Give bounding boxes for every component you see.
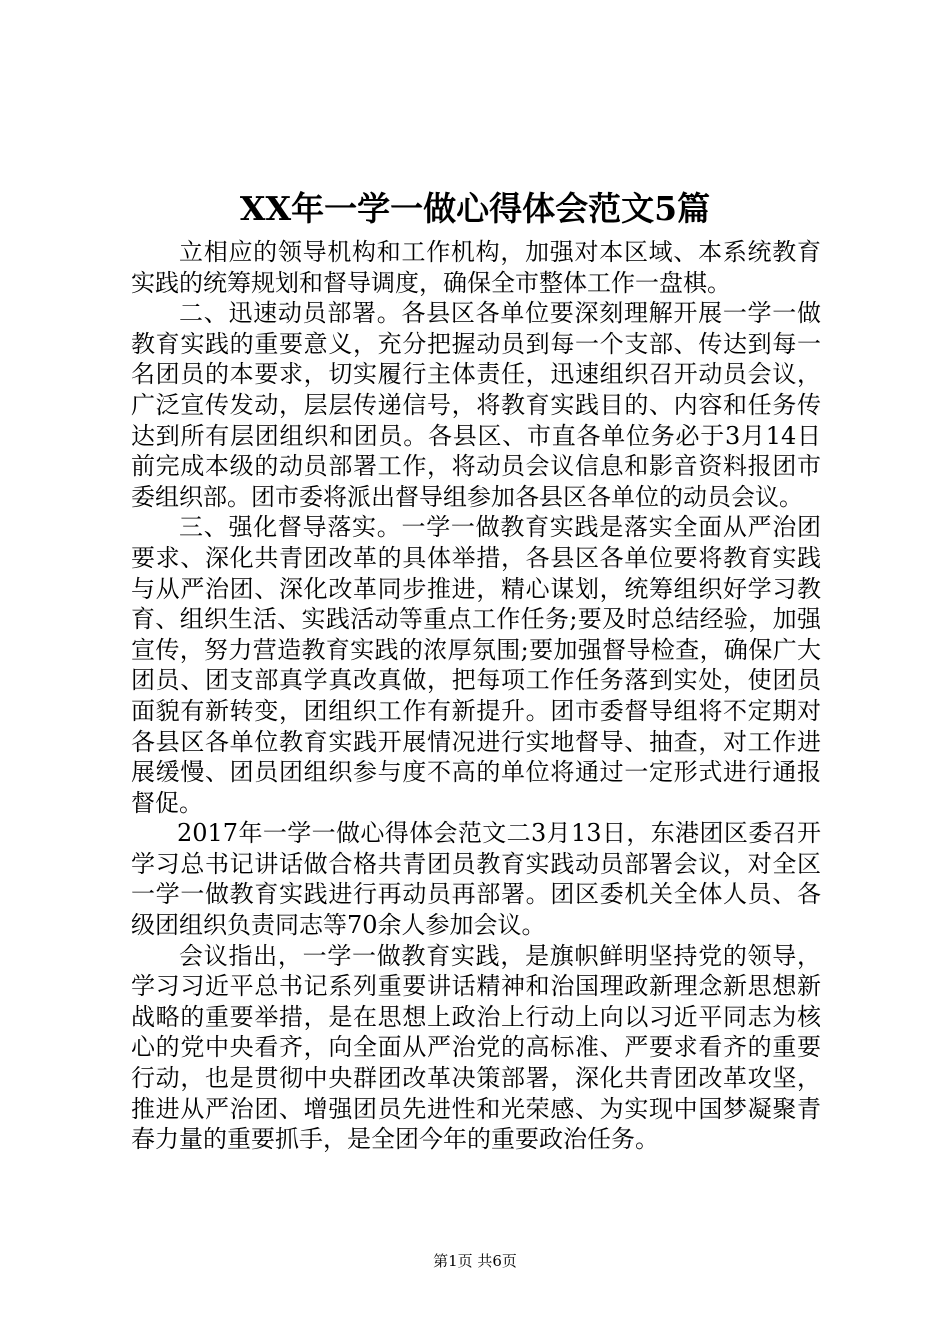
document-title: XX年一学一做心得体会范文5篇 — [239, 189, 711, 228]
paragraph-3: 三、强化督导落实。一学一做教育实践是落实全面从严治团要求、深化共青团改革的具体举措，各县区各单位要将教育实践与从严治团、深化改革同步推进，精心谋划，统筹组织好学习教育、组织生活、实践活动等重点工作任务;要及时总结经验，加强宣传，努力营造教育实践的浓厚氛围;要加强督导检查，确保广大团员、团支部真学真改真做，把每项工作任务落到实处，使团员面貌有新转变，团组织工作有新提升。团市委督导组将不定期对各县区各单位教育实践开展情况进行实地督导、抽查，对工作进展缓慢、团员团组织参与度不高的单位将通过一定形式进行通报督促。 — [131, 513, 821, 817]
paragraph-5: 会议指出，一学一做教育实践，是旗帜鲜明坚持党的领导，学习习近平总书记系列重要讲话精神和治国理政新理念新思想新战略的重要举措，是在思想上政治上行动上向以习近平同志为核心的党中央看齐，向全面从严治党的高标准、严要求看齐的重要行动，也是贯彻中央群团改革决策部署，深化共青团改革攻坚，推进从严治团、增强团员先进性和光荣感、为实现中国梦凝聚青春力量的重要抓手，是全团今年的重要政治任务。 — [131, 941, 821, 1154]
paragraph-4: 2017年一学一做心得体会范文二3月13日，东港团区委召开学习总书记讲话做合格共青团员教育实践动员部署会议，对全区一学一做教育实践进行再动员再部署。团区委机关全体人员、各级团组织负责同志等70余人参加会议。 — [131, 819, 821, 940]
paragraph-2: 二、迅速动员部署。各县区各单位要深刻理解开展一学一做教育实践的重要意义，充分把握动员到每一个支部、传达到每一名团员的本要求，切实履行主体责任，迅速组织召开动员会议，广泛宣传发动，层层传递信号，将教育实践目的、内容和任务传达到所有层团组织和团员。各县区、市直各单位务必于3月14日前完成本级的动员部署工作，将动员会议信息和影音资料报团市委组织部。团市委将派出督导组参加各县区各单位的动员会议。 — [131, 299, 821, 511]
document-body — [131, 237, 821, 1155]
page-footer: 第1页 共6页 — [433, 1252, 517, 1270]
paragraph-1: 立相应的领导机构和工作机构，加强对本区域、本系统教育实践的统筹规划和督导调度，确保全市整体工作一盘棋。 — [131, 238, 821, 297]
